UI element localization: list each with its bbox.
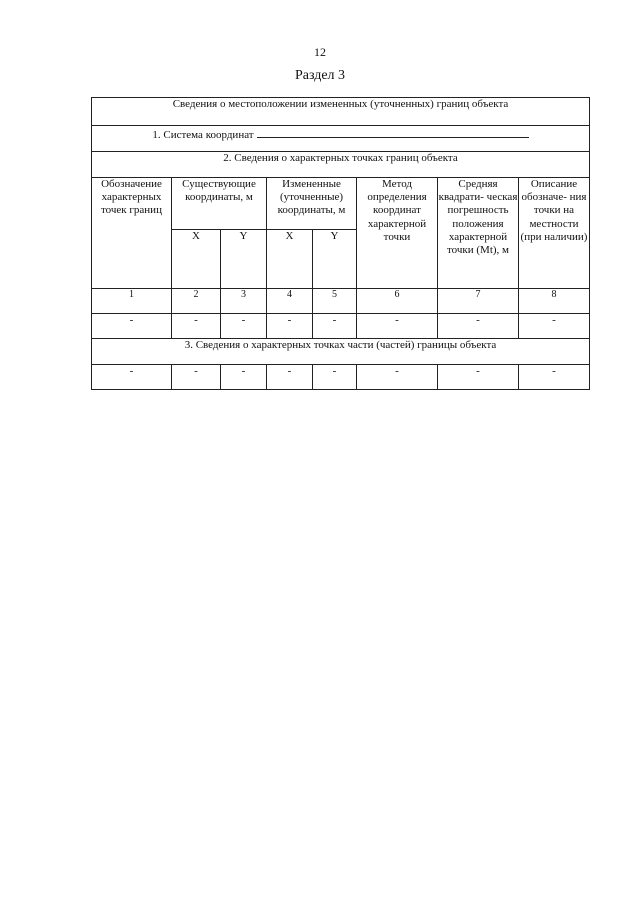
subcol-existing-y: Y [221, 230, 267, 289]
column-numbers-row [92, 289, 590, 314]
table-cell: - [438, 365, 519, 390]
col-mean-error: Средняя квадрати- ческая погрешность положения характерной точки (Mt), м [438, 178, 519, 289]
coord-system-blank [257, 126, 529, 138]
page-number: 12 [314, 45, 326, 59]
subcol-changed-y: Y [313, 230, 357, 289]
table-cell: - [438, 314, 519, 339]
column-number: 4 [267, 289, 313, 314]
subcol-changed-x: X [267, 230, 313, 289]
points-heading: 2. Сведения о характерных точках границ объекта [92, 152, 590, 178]
column-number: 7 [438, 289, 519, 314]
points-data-row [92, 314, 590, 339]
table-cell: - [313, 314, 357, 339]
column-number: 2 [172, 289, 221, 314]
coord-system-label: 1. Система координат [152, 129, 254, 141]
table-cell: - [267, 365, 313, 390]
table-cell: - [221, 365, 267, 390]
table-cell: - [519, 365, 590, 390]
table-cell: - [519, 314, 590, 339]
col-point-designation: Обозначение характерных точек границ [92, 178, 172, 289]
table-cell: - [172, 314, 221, 339]
table-cell: - [172, 365, 221, 390]
part-data-row [92, 365, 590, 390]
section-title: Раздел 3 [294, 68, 346, 83]
part-heading: 3. Сведения о характерных точках части (частей) границы объекта [92, 339, 590, 365]
col-existing-coords: Существующие координаты, м [172, 178, 267, 230]
column-number: 3 [221, 289, 267, 314]
table-cell: - [267, 314, 313, 339]
table-cell: - [92, 365, 172, 390]
col-method: Метод определения координат характерной точки [357, 178, 438, 289]
table-title: Сведения о местоположении измененных (уточненных) границ объекта [92, 98, 590, 126]
coord-system-row [92, 126, 590, 152]
boundary-table [91, 97, 590, 390]
table-cell: - [357, 365, 438, 390]
table-cell: - [221, 314, 267, 339]
table-cell: - [92, 314, 172, 339]
column-number: 8 [519, 289, 590, 314]
table-cell: - [313, 365, 357, 390]
subcol-existing-x: X [172, 230, 221, 289]
column-number: 6 [357, 289, 438, 314]
column-number: 1 [92, 289, 172, 314]
col-changed-coords: Измененные (уточненные) координаты, м [267, 178, 357, 230]
table-cell: - [357, 314, 438, 339]
column-number: 5 [313, 289, 357, 314]
col-description: Описание обозначе- ния точки на местности (при наличии) [519, 178, 590, 289]
